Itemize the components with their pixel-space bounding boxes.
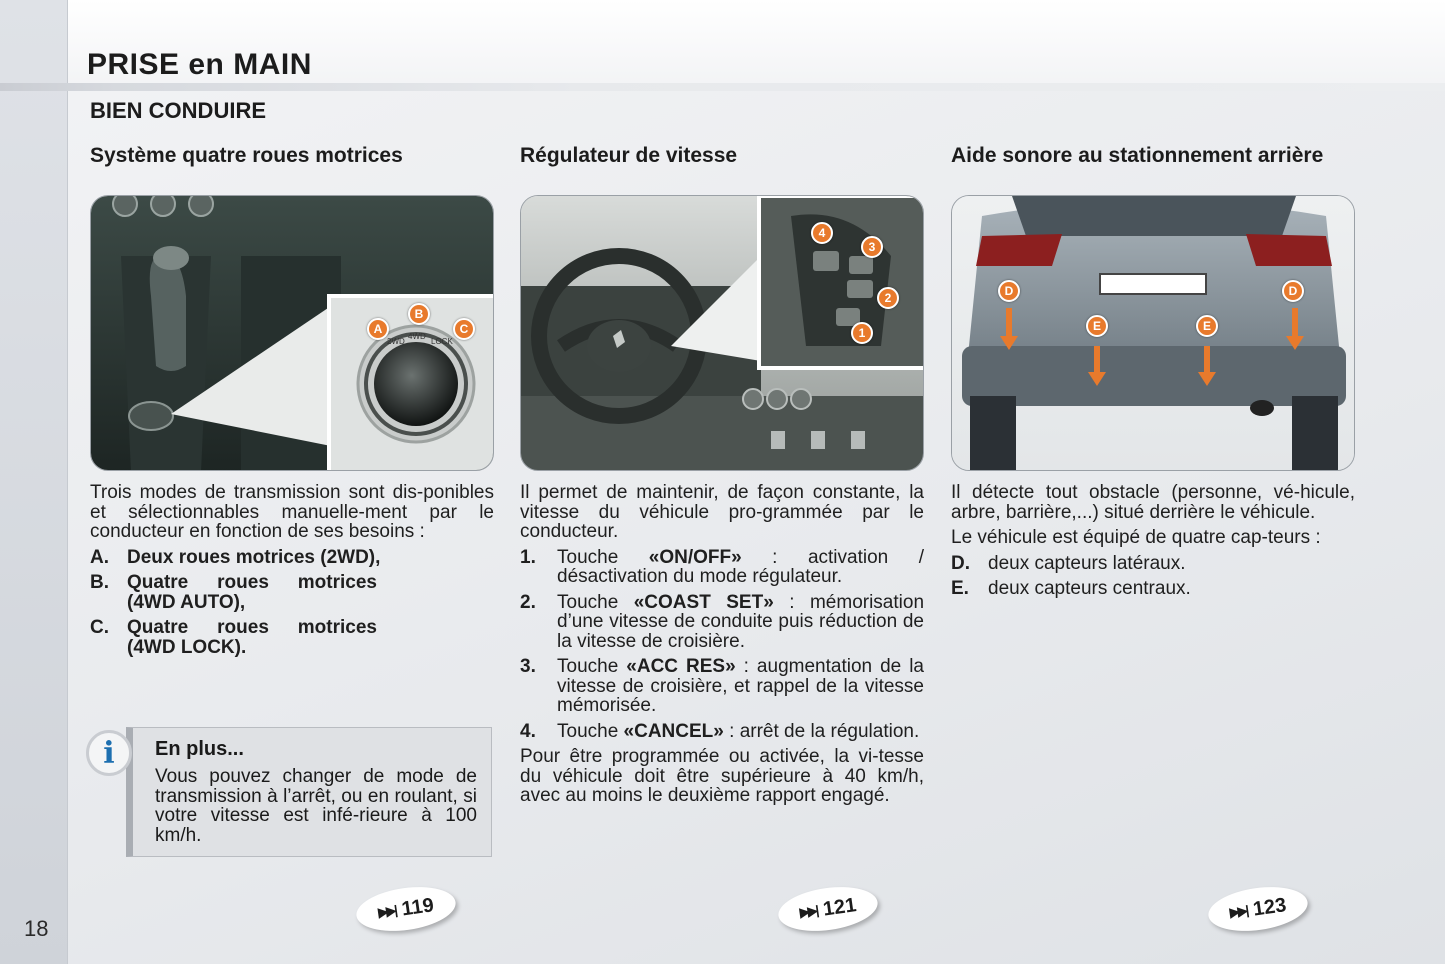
info-text: Vous pouvez changer de mode de transmission à l’arrêt, ou en roulant, si votre vitesse est infé-rieure à 100 km/h.: [155, 766, 477, 846]
item-text: Quatre roues motrices (4WD AUTO),: [127, 572, 377, 613]
body-text: [90, 483, 494, 657]
item-key: E.: [951, 578, 969, 599]
page-title: PRISE en MAIN: [87, 48, 312, 81]
fast-forward-icon: ▶▶|: [1228, 902, 1249, 920]
badge-e-right: E: [1196, 315, 1218, 337]
item-text: [557, 722, 924, 742]
item-text: [557, 593, 924, 652]
badge-4: 4: [811, 222, 833, 244]
item-key: A.: [90, 546, 109, 568]
column-four-wheel-drive: [90, 145, 494, 663]
body-text: [951, 483, 1355, 599]
item-text: Quatre roues motrices (4WD LOCK).: [127, 617, 377, 658]
reference-number: 123: [1251, 893, 1288, 921]
knob-label-2wd: 2WD: [387, 337, 405, 346]
badge-d-left: D: [998, 280, 1020, 302]
badge-d-right: D: [1282, 280, 1304, 302]
badge-3: 3: [861, 236, 883, 258]
badge-b: B: [408, 303, 430, 325]
badge-e-left: E: [1086, 315, 1108, 337]
title-underline: [0, 83, 1445, 91]
intro-paragraph: Trois modes de transmission sont dis-ponibles et sélectionnables manuelle-ment par le conducteur en fonction de ses besoins :: [90, 482, 494, 542]
body-text: [520, 483, 924, 806]
item-button-name: «COAST SET»: [633, 591, 774, 613]
list-item: [90, 618, 494, 657]
item-description: : mémorisation d’une vitesse de conduite puis réduction de la vitesse de croisière.: [557, 591, 925, 652]
intro-paragraph: Il détecte tout obstacle (personne, vé-hicule, arbre, barrière,...) situé derrière le véhicule.: [951, 482, 1355, 523]
item-description: : activation / désactivation du mode régulateur.: [557, 546, 924, 587]
item-text: deux capteurs centraux.: [988, 578, 1191, 599]
cruise-control-photo: [520, 195, 924, 471]
item-text: Deux roues motrices (2WD),: [127, 546, 381, 568]
section-title: BIEN CONDUIRE: [90, 98, 267, 123]
reference-number: 119: [400, 893, 436, 920]
item-text: [557, 657, 924, 716]
item-key: 1.: [520, 546, 536, 568]
intro-paragraph: Il permet de maintenir, de façon constante, la vitesse du véhicule pro-grammée par le conducteur.: [520, 482, 924, 542]
list-item: [520, 548, 924, 587]
knob-label-4wd: 4WD: [408, 332, 426, 341]
intro-paragraph-2: Le véhicule est équipé de quatre cap-teurs :: [951, 527, 1321, 548]
badge-c: C: [453, 318, 475, 340]
item-button-name: «ON/OFF»: [648, 546, 742, 568]
item-text: deux capteurs latéraux.: [988, 552, 1186, 574]
page-number: 18: [24, 916, 49, 941]
badge-1: 1: [851, 322, 873, 344]
left-margin-band: [0, 0, 68, 964]
item-prefix: Touche: [557, 656, 627, 677]
item-key: D.: [951, 552, 970, 574]
item-prefix: Touche: [557, 546, 649, 568]
item-button-name: «ACC RES»: [626, 656, 736, 677]
badge-a: A: [367, 318, 389, 340]
item-text: [557, 548, 924, 587]
list-item: [90, 548, 494, 568]
item-prefix: Touche: [557, 720, 624, 742]
list-item: [951, 579, 1355, 599]
info-icon: i: [86, 730, 132, 776]
column-heading: Système quatre roues motrices: [90, 144, 403, 167]
column-heading: Aide sonore au stationnement arrière: [951, 144, 1324, 167]
outro-paragraph: Pour être programmée ou activée, la vi-tesse du véhicule doit être supérieure à 40 km/h, avec au moins le deuxième rapport engagé.: [520, 746, 924, 806]
item-key: 3.: [520, 656, 536, 677]
list-item: [90, 573, 494, 612]
item-key: 2.: [520, 591, 536, 613]
list-item: [951, 554, 1355, 574]
parking-aid-photo: [951, 195, 1355, 471]
column-cruise-control: [520, 145, 924, 812]
item-button-name: «CANCEL»: [623, 720, 724, 742]
console-illustration: [91, 196, 494, 471]
item-key: 4.: [520, 720, 536, 742]
car-rear-illustration: [952, 196, 1355, 471]
column-heading: Régulateur de vitesse: [520, 144, 738, 167]
knob-label-lock: LOCK: [431, 337, 453, 346]
list-item: [520, 593, 924, 652]
fast-forward-icon: ▶▶|: [377, 902, 397, 920]
item-description: : arrêt de la régulation.: [723, 720, 920, 742]
item-key: C.: [90, 617, 109, 638]
item-description: : augmentation de la vitesse de croisière, et rappel de la vitesse mémorisée.: [557, 656, 924, 716]
list-item: [520, 722, 924, 742]
badge-2: 2: [877, 287, 899, 309]
fast-forward-icon: ▶▶|: [798, 902, 819, 920]
item-key: B.: [90, 572, 109, 593]
item-prefix: Touche: [557, 591, 634, 613]
info-box: [126, 727, 492, 857]
list-item: [520, 657, 924, 716]
info-title: En plus...: [155, 738, 244, 760]
column-parking-aid: [951, 145, 1355, 605]
reference-number: 121: [821, 893, 858, 921]
four-wheel-drive-photo: [90, 195, 494, 471]
